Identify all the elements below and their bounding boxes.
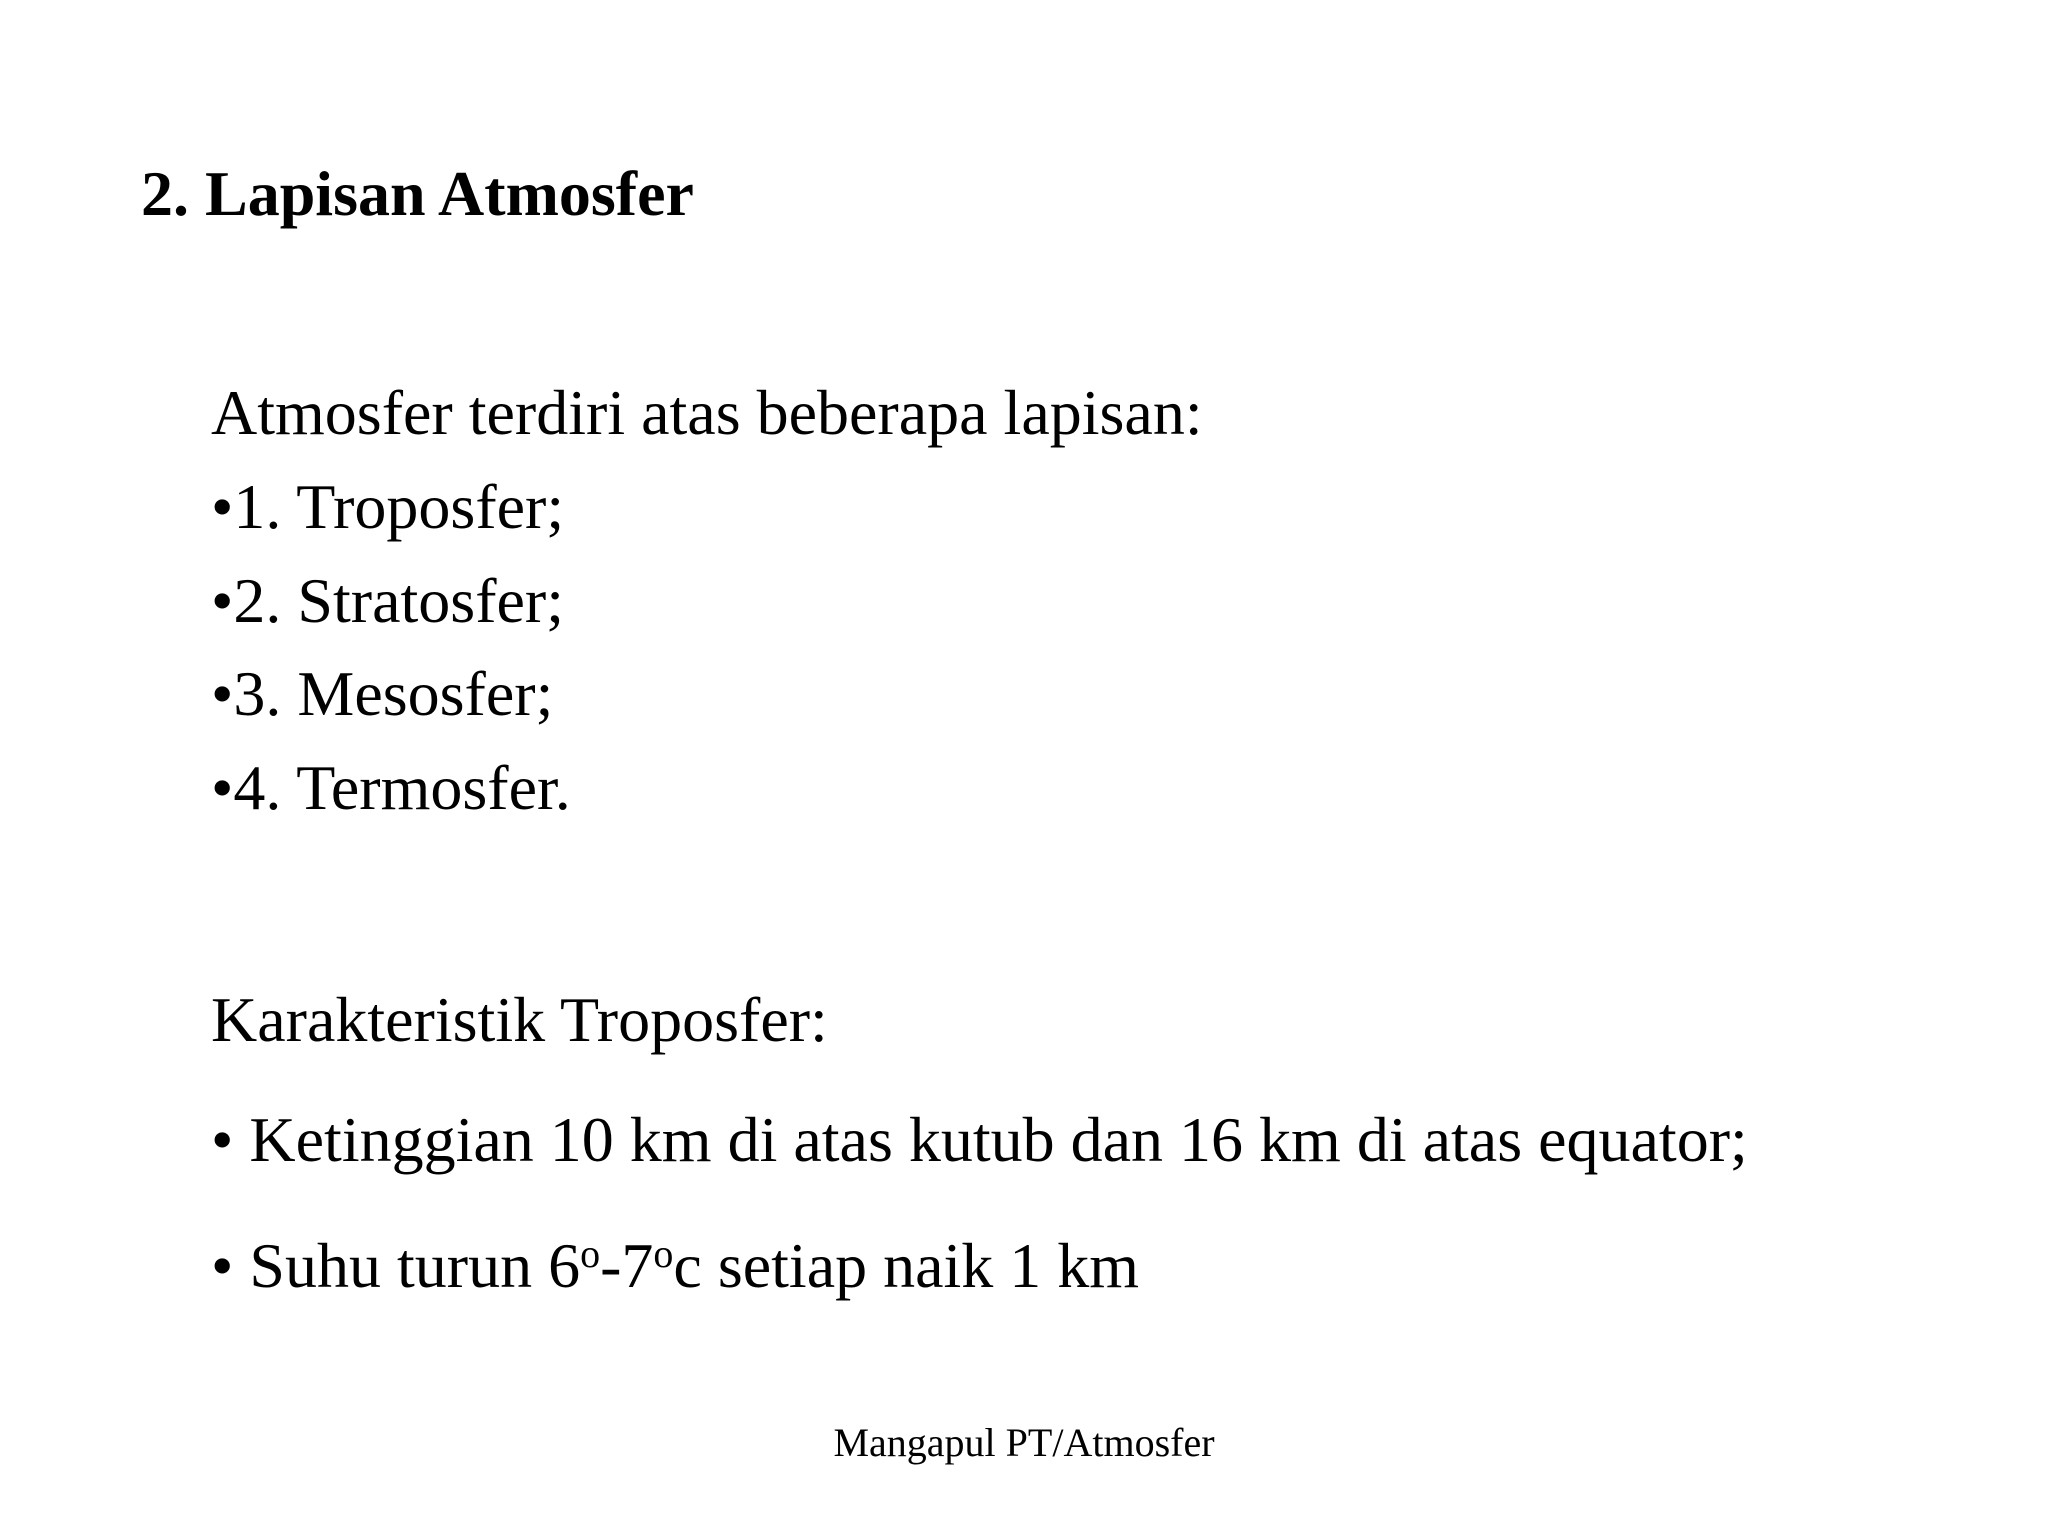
intro-text: Atmosfer terdiri atas beberapa lapisan: [211, 377, 1203, 448]
degree-superscript-1: o [580, 1231, 601, 1276]
degree-superscript-2: o [653, 1231, 674, 1276]
layer-item-mesosfer: •3. Mesosfer; [211, 658, 554, 729]
layer-item-troposfer: •1. Troposfer; [211, 471, 565, 542]
characteristics-heading: Karakteristik Troposfer: [211, 984, 828, 1055]
temp-mid: -7 [600, 1230, 654, 1301]
temp-suffix: c setiap naik 1 km [673, 1230, 1140, 1301]
layer-item-termosfer: •4. Termosfer. [211, 752, 571, 823]
temp-prefix: • Suhu turun 6 [211, 1230, 581, 1301]
characteristic-height: • Ketinggian 10 km di atas kutub dan 16 km di atas equator; [211, 1104, 1748, 1175]
slide-title: 2. Lapisan Atmosfer [141, 158, 694, 229]
characteristic-temperature [211, 1226, 1139, 1306]
slide-footer: Mangapul PT/Atmosfer [833, 1420, 1215, 1465]
layer-item-stratosfer: •2. Stratosfer; [211, 565, 564, 636]
